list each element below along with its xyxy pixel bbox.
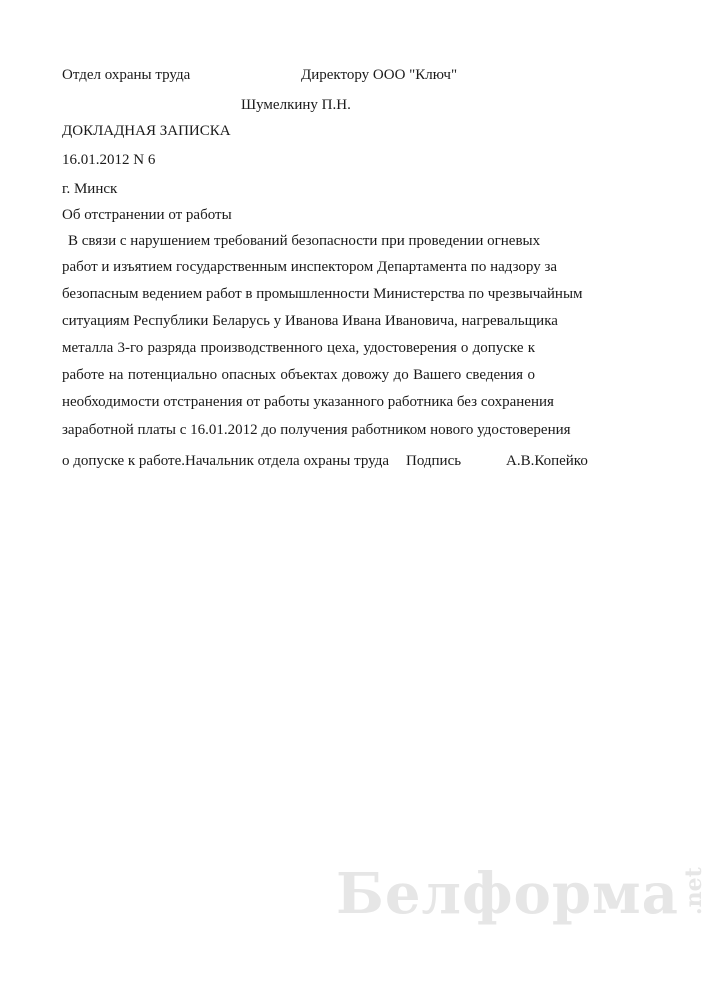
document-subject: Об отстранении от работы	[62, 207, 232, 223]
watermark-brand: Белформа	[336, 861, 679, 927]
watermark-logo	[336, 861, 727, 927]
document-place: г. Минск	[62, 181, 118, 197]
body-line: работе на потенциально опасных объектах довожу до Вашего сведения о	[62, 367, 535, 383]
body-line: ситуациям Республики Беларусь у Иванова Ивана Ивановича, нагревальщика	[62, 313, 558, 329]
body-line: необходимости отстранения от работы указанного работника без сохранения	[62, 394, 554, 410]
body-line: безопасным ведением работ в промышленности Министерства по чрезвычайным	[62, 286, 583, 302]
body-line: заработной платы с 16.01.2012 до получения работником нового удостоверения	[62, 422, 571, 438]
body-line: работ и изъятием государственным инспектором Департамента по надзору за	[62, 259, 558, 275]
body-line: металла 3-го разряда производственного цеха, удостоверения о допуске к	[62, 340, 535, 356]
department-name: Отдел охраны труда	[62, 67, 191, 83]
document-date-number: 16.01.2012 N 6	[62, 152, 156, 168]
watermark-suffix: .net	[680, 867, 707, 915]
closing-line	[62, 452, 389, 470]
signer-position: Начальник отдела охраны труда	[184, 453, 389, 469]
signer-name: А.В.Копейко	[506, 453, 588, 469]
addressee-line-1: Директору ООО "Ключ"	[301, 67, 458, 83]
addressee-line-2: Шумелкину П.Н.	[241, 97, 351, 113]
body-line: В связи с нарушением требований безопасности при проведении огневых	[68, 233, 541, 249]
document-type: ДОКЛАДНАЯ ЗАПИСКА	[62, 123, 231, 139]
signature-label: Подпись	[406, 453, 462, 469]
body-last-line: о допуске к работе.	[62, 453, 185, 469]
